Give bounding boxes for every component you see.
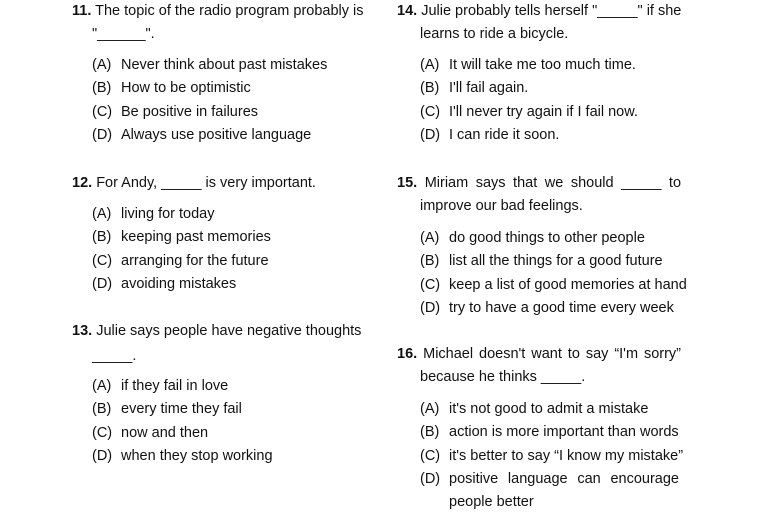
question-12-options xyxy=(92,203,271,296)
option-11a[interactable] xyxy=(92,54,327,77)
option-text: avoiding mistakes xyxy=(121,275,237,292)
option-12a[interactable] xyxy=(92,203,271,226)
question-11-number: 11. xyxy=(72,3,92,19)
option-14b[interactable] xyxy=(420,77,638,100)
option-11d[interactable] xyxy=(92,124,327,147)
question-15-number: 15. xyxy=(397,175,418,191)
option-text: How to be optimistic xyxy=(121,80,251,97)
option-letter: (A) xyxy=(420,401,440,417)
option-letter: (C) xyxy=(92,424,113,441)
option-13d[interactable] xyxy=(92,445,273,468)
question-14 xyxy=(397,0,682,46)
option-14a[interactable] xyxy=(420,54,638,77)
option-text: it's not good to admit a mistake xyxy=(449,401,649,417)
option-text: arranging for the future xyxy=(121,252,269,269)
option-text: Never think about past mistakes xyxy=(121,57,328,73)
question-11 xyxy=(72,0,372,46)
option-text: It will take me too much time. xyxy=(449,57,636,73)
question-13-number: 13. xyxy=(72,323,93,339)
option-letter: (D) xyxy=(420,470,441,487)
option-text: keeping past memories xyxy=(121,229,271,246)
question-12-stem-text: For Andy, _____ is very important. xyxy=(96,175,316,191)
option-letter: (B) xyxy=(420,424,440,441)
question-13-stem-line2: _____. xyxy=(92,348,137,364)
option-12b[interactable] xyxy=(92,226,271,249)
option-letter: (B) xyxy=(420,253,440,270)
option-16d-continuation: people better xyxy=(449,494,534,511)
option-letter: (C) xyxy=(92,252,113,269)
option-letter: (B) xyxy=(92,80,112,97)
question-14-stem-line2: learns to ride a bicycle. xyxy=(420,26,569,42)
option-letter: (D) xyxy=(92,275,113,292)
option-text: if they fail in love xyxy=(121,378,229,394)
question-14-number: 14. xyxy=(397,3,418,19)
question-11-stem xyxy=(72,0,372,23)
question-12-stem xyxy=(72,172,372,195)
option-15c[interactable] xyxy=(420,274,687,297)
option-text: I'll never try again if I fail now. xyxy=(449,103,638,120)
option-letter: (A) xyxy=(92,378,112,394)
question-15-stem xyxy=(397,172,681,195)
question-16-stem xyxy=(397,343,681,366)
option-text: do good things to other people xyxy=(449,230,645,246)
option-text: try to have a good time every week xyxy=(449,299,674,316)
question-16-stem-line2: because he thinks _____. xyxy=(420,369,586,385)
option-letter: (C) xyxy=(92,103,113,120)
option-letter: (D) xyxy=(92,447,113,464)
option-letter: (D) xyxy=(420,299,441,316)
option-16a[interactable] xyxy=(420,398,683,421)
option-letter: (C) xyxy=(420,447,441,464)
question-13-stem xyxy=(72,320,372,343)
question-16 xyxy=(397,343,681,389)
option-text: every time they fail xyxy=(121,401,242,418)
option-11b[interactable] xyxy=(92,77,327,100)
option-text: it's better to say “I know my mistake” xyxy=(449,447,684,464)
question-15-options xyxy=(420,227,687,320)
option-letter: (C) xyxy=(420,276,441,293)
option-15a[interactable] xyxy=(420,227,687,250)
option-text: action is more important than words xyxy=(449,424,679,441)
option-12c[interactable] xyxy=(92,250,271,273)
question-11-options xyxy=(92,54,327,147)
option-letter: (B) xyxy=(92,229,112,246)
option-letter: (D) xyxy=(92,126,113,143)
option-letter: (A) xyxy=(92,57,112,73)
option-text: Be positive in failures xyxy=(121,103,259,120)
option-12d[interactable] xyxy=(92,273,271,296)
option-text: I'll fail again. xyxy=(449,80,529,97)
question-13-stem-text: Julie says people have negative thoughts xyxy=(96,323,362,339)
question-13-options xyxy=(92,375,273,468)
option-letter: (A) xyxy=(420,230,440,246)
option-15b[interactable] xyxy=(420,250,687,273)
question-16-options xyxy=(420,398,683,512)
option-16d[interactable] xyxy=(420,468,680,491)
option-text: living for today xyxy=(121,206,215,222)
option-letter: (C) xyxy=(420,103,441,120)
question-14-options xyxy=(420,54,638,147)
question-15-stem-text: Miriam says that we should _____ to xyxy=(424,175,682,191)
question-16-number: 16. xyxy=(397,346,418,362)
question-14-stem-text: Julie probably tells herself "_____" if she xyxy=(421,3,682,19)
option-16b[interactable] xyxy=(420,421,683,444)
question-16-stem-text: Michael doesn't want to say “I'm sorry” xyxy=(423,346,681,362)
option-13a[interactable] xyxy=(92,375,273,398)
question-12-number: 12. xyxy=(72,175,93,191)
question-11-stem-text: The topic of the radio program probably is xyxy=(95,3,364,19)
question-14-stem xyxy=(397,0,682,23)
option-14d[interactable] xyxy=(420,124,638,147)
option-letter: (A) xyxy=(420,57,440,73)
question-11-stem-line2: "______". xyxy=(92,26,155,42)
option-letter: (D) xyxy=(420,126,441,143)
option-text: now and then xyxy=(121,424,209,441)
question-15 xyxy=(397,172,681,218)
option-letter: (B) xyxy=(92,401,112,418)
option-13c[interactable] xyxy=(92,422,273,445)
option-14c[interactable] xyxy=(420,101,638,124)
question-13 xyxy=(72,320,372,368)
option-text: when they stop working xyxy=(121,447,273,464)
option-text: positive language can encourage xyxy=(449,470,679,487)
option-text: keep a list of good memories at hand xyxy=(449,276,687,293)
question-12 xyxy=(72,172,372,195)
option-16c[interactable] xyxy=(420,445,683,468)
option-text: I can ride it soon. xyxy=(449,126,560,143)
question-15-stem-line2: improve our bad feelings. xyxy=(420,198,583,214)
option-13b[interactable] xyxy=(92,398,273,421)
option-text: list all the things for a good future xyxy=(449,253,663,270)
option-text: Always use positive language xyxy=(121,126,312,143)
option-letter: (B) xyxy=(420,80,440,97)
option-11c[interactable] xyxy=(92,101,327,124)
option-15d[interactable] xyxy=(420,297,687,320)
option-letter: (A) xyxy=(92,206,112,222)
